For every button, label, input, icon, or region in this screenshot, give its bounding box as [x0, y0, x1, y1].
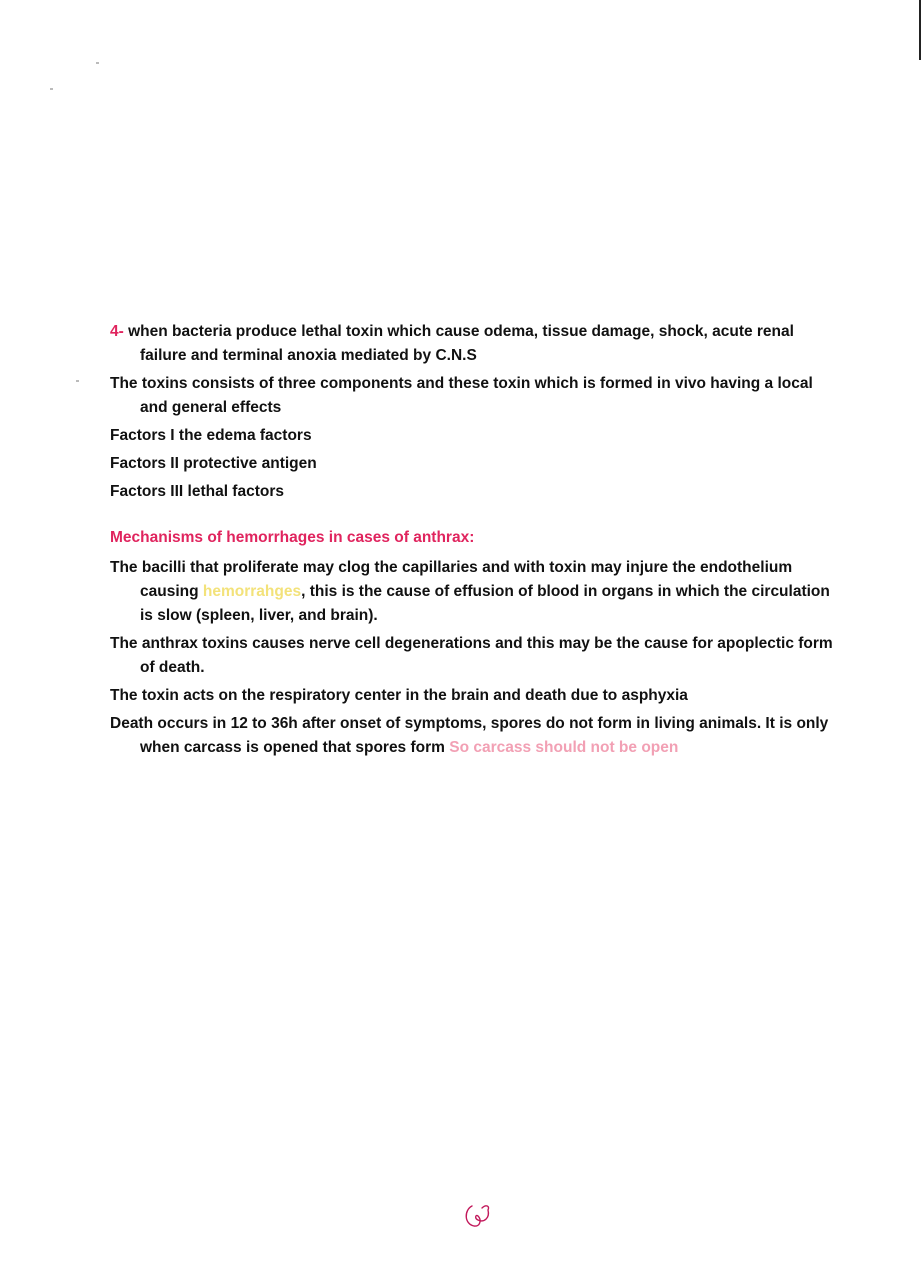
scan-speck	[50, 88, 53, 90]
paragraph-section-4	[110, 320, 835, 368]
section-number: 4-	[110, 323, 124, 340]
scan-speck	[96, 62, 99, 64]
paragraph-toxins-intro: The toxins consists of three components and these toxin which is formed in vivo having a local and general effects	[110, 375, 813, 416]
handwritten-page-number-icon	[458, 1196, 498, 1236]
death-text: Death occurs in 12 to 36h after onset of symptoms, spores do not form in living animals. It is only when carcass is opened that spores form	[110, 715, 829, 756]
factor-item: Factors III lethal factors	[110, 483, 284, 500]
document-body	[110, 320, 835, 764]
paragraph-bacilli	[110, 556, 835, 628]
scan-speck	[76, 380, 79, 382]
factor-item: Factors I the edema factors	[110, 427, 312, 444]
faded-text: So carcass should not be open	[449, 739, 679, 756]
factor-item: Factors II protective antigen	[110, 455, 317, 472]
bacilli-text-after: , this is the cause of effusion of blood in organs in which the circulation is slow (spleen, liver, and brain).	[140, 583, 830, 624]
highlighted-term: hemorrahges	[202, 583, 302, 600]
paragraph-nerve: The anthrax toxins causes nerve cell degenerations and this may be the cause for apoplectic form of death.	[110, 635, 833, 676]
mechanisms-heading: Mechanisms of hemorrhages in cases of anthrax:	[110, 529, 475, 546]
paragraph-death	[110, 712, 835, 760]
bacilli-text-before: The bacilli that proliferate may clog the capillaries and with toxin may injure the endothelium causing	[110, 559, 793, 600]
paragraph-respiratory: The toxin acts on the respiratory center in the brain and death due to asphyxia	[110, 687, 688, 704]
section-4-text: when bacteria produce lethal toxin which cause odema, tissue damage, shock, acute renal failure and terminal anoxia mediated by C.N.S	[123, 323, 794, 364]
